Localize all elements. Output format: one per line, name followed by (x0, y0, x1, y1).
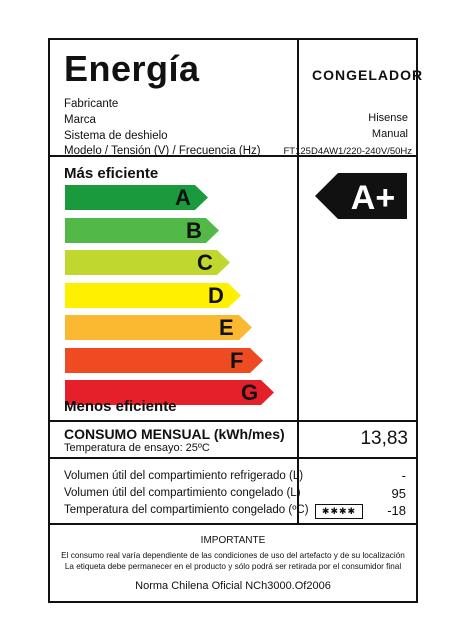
efficiency-letter-b: B (186, 217, 202, 243)
consumption-title: CONSUMO MENSUAL (kWh/mes) (64, 426, 285, 442)
footer-line-1: El consumo real varía dependiente de las condiciones de uso del artefacto y de su localización (61, 551, 405, 560)
info-value-defrost: Manual (371, 128, 408, 140)
divider-info (50, 155, 416, 157)
rating-value: A+ (350, 179, 396, 217)
energy-label (48, 38, 424, 603)
divider-volumes (50, 523, 416, 525)
efficiency-bar-b (65, 218, 219, 243)
efficiency-bar-e (65, 315, 252, 340)
efficiency-bar-c (65, 250, 230, 275)
scale-bottom-label: Menos eficiente (64, 398, 177, 415)
appliance-category: CONGELADOR (312, 67, 424, 83)
efficiency-letter-g: G (241, 380, 259, 405)
info-label-brand: Marca (64, 114, 96, 126)
efficiency-bar-f (65, 348, 263, 373)
info-label-manufacturer: Fabricante (64, 98, 119, 110)
consumption-value: 13,83 (360, 428, 408, 449)
footer-norm: Norma Chilena Oficial NCh3000.Of2006 (135, 580, 331, 592)
volume-frozen-label: Volumen útil del compartimiento congelado (L) (64, 487, 301, 499)
header-divider (297, 40, 299, 155)
volume-refrigerated-value: - (401, 468, 406, 483)
efficiency-bar-a (65, 185, 208, 210)
consumption-subtitle: Temperatura de ensayo: 25ºC (64, 442, 210, 454)
scale-divider (297, 155, 299, 420)
volume-refrigerated-label: Volumen útil del compartimiento refrigerado (L) (64, 470, 304, 482)
efficiency-letter-a: A (175, 185, 191, 210)
efficiency-letter-c: C (197, 250, 213, 275)
divider-scale (50, 420, 416, 422)
scale-top-label: Más eficiente (64, 165, 159, 182)
info-label-model: Modelo / Tensión (V) / Frecuencia (Hz) (64, 145, 261, 157)
star-rating-icon: ✱✱✱✱ (315, 504, 363, 519)
info-value-brand: Hisense (368, 112, 408, 124)
efficiency-letter-d: D (208, 282, 224, 308)
info-value-model: FT125D4AW1/220-240V/50Hz (283, 146, 412, 157)
freezer-temp-value: -18 (387, 503, 406, 518)
volume-frozen-value: 95 (391, 486, 406, 501)
footer-line-2: La etiqueta debe permanecer en el producto y sólo podrá ser retirada por el consumidor final (64, 562, 402, 571)
volume-divider (297, 457, 299, 523)
freezer-temp-label: Temperatura del compartimiento congelado (ºC) (64, 504, 309, 516)
footer-important: IMPORTANTE (200, 535, 266, 546)
efficiency-letter-e: E (219, 315, 234, 340)
label-title: Energía (64, 48, 200, 89)
rating-arrow-icon (315, 173, 407, 219)
efficiency-bar-d (65, 283, 241, 308)
divider-consumption (50, 457, 416, 459)
efficiency-letter-f: F (230, 347, 244, 373)
consumption-divider (297, 420, 299, 457)
rating-indicator (315, 173, 407, 224)
info-label-defrost: Sistema de deshielo (64, 130, 168, 142)
